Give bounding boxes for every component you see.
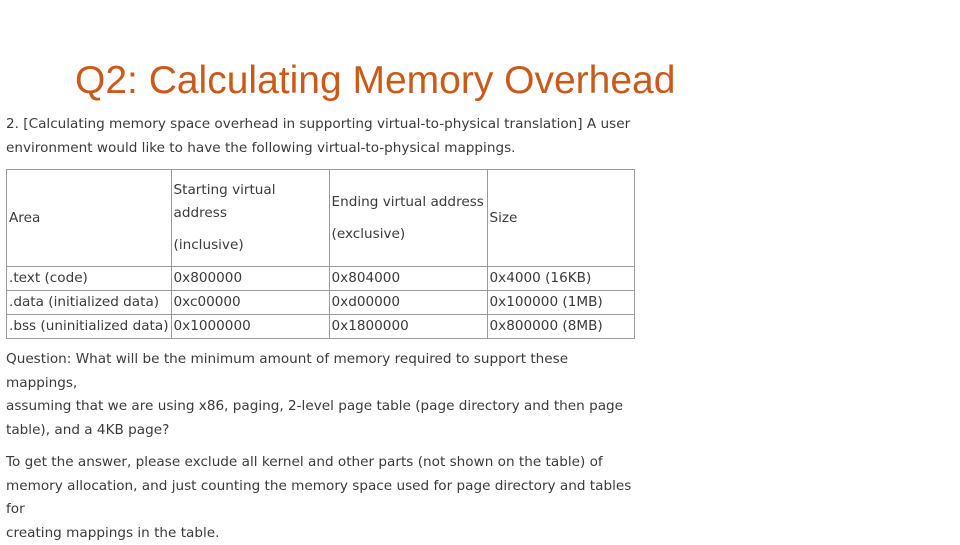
instructions-line-2: memory allocation, and just counting the memory space used for page directory and tables for: [6, 477, 632, 517]
question-line-1: Question: What will be the minimum amount of memory required to support these mappings,: [6, 351, 569, 391]
cell-area: .bss (uninitialized data): [7, 315, 172, 339]
header-area: Area: [7, 170, 172, 267]
cell-area: .data (initialized data): [7, 291, 172, 315]
mapping-table: [6, 169, 635, 339]
header-ending-address: Ending virtual address (exclusive): [329, 170, 487, 267]
header-size: Size: [487, 170, 634, 267]
cell-size: 0x100000 (1MB): [487, 291, 634, 315]
table-row: [7, 315, 635, 339]
instructions-line-1: To get the answer, please exclude all kernel and other parts (not shown on the table) of: [6, 454, 603, 470]
table-header-row: [7, 170, 635, 267]
cell-end: 0xd00000: [329, 291, 487, 315]
cell-size: 0x4000 (16KB): [487, 267, 634, 291]
cell-start: 0x800000: [171, 267, 329, 291]
cell-start: 0xc00000: [171, 291, 329, 315]
question-line-3: table), and a 4KB page?: [6, 421, 170, 438]
instructions-text: [6, 451, 640, 545]
table-row: [7, 291, 635, 315]
intro-line-2: environment would like to have the following virtual-to-physical mappings.: [6, 139, 516, 156]
instructions-line-3: creating mappings in the table.: [6, 524, 220, 541]
problem-content: [6, 113, 640, 545]
question-line-2: assuming that we are using x86, paging, 2-level page table (page directory and then page: [6, 398, 624, 414]
cell-area: .text (code): [7, 267, 172, 291]
question-text: [6, 348, 640, 442]
cell-size: 0x800000 (8MB): [487, 315, 634, 339]
problem-intro: [6, 113, 640, 160]
cell-end: 0x1800000: [329, 315, 487, 339]
header-starting-address: Starting virtual address (inclusive): [171, 170, 329, 267]
slide-title: Q2: Calculating Memory Overhead: [75, 59, 676, 102]
intro-line-1: 2. [Calculating memory space overhead in supporting virtual-to-physical translation] A user: [6, 116, 631, 132]
cell-end: 0x804000: [329, 267, 487, 291]
cell-start: 0x1000000: [171, 315, 329, 339]
table-row: [7, 267, 635, 291]
